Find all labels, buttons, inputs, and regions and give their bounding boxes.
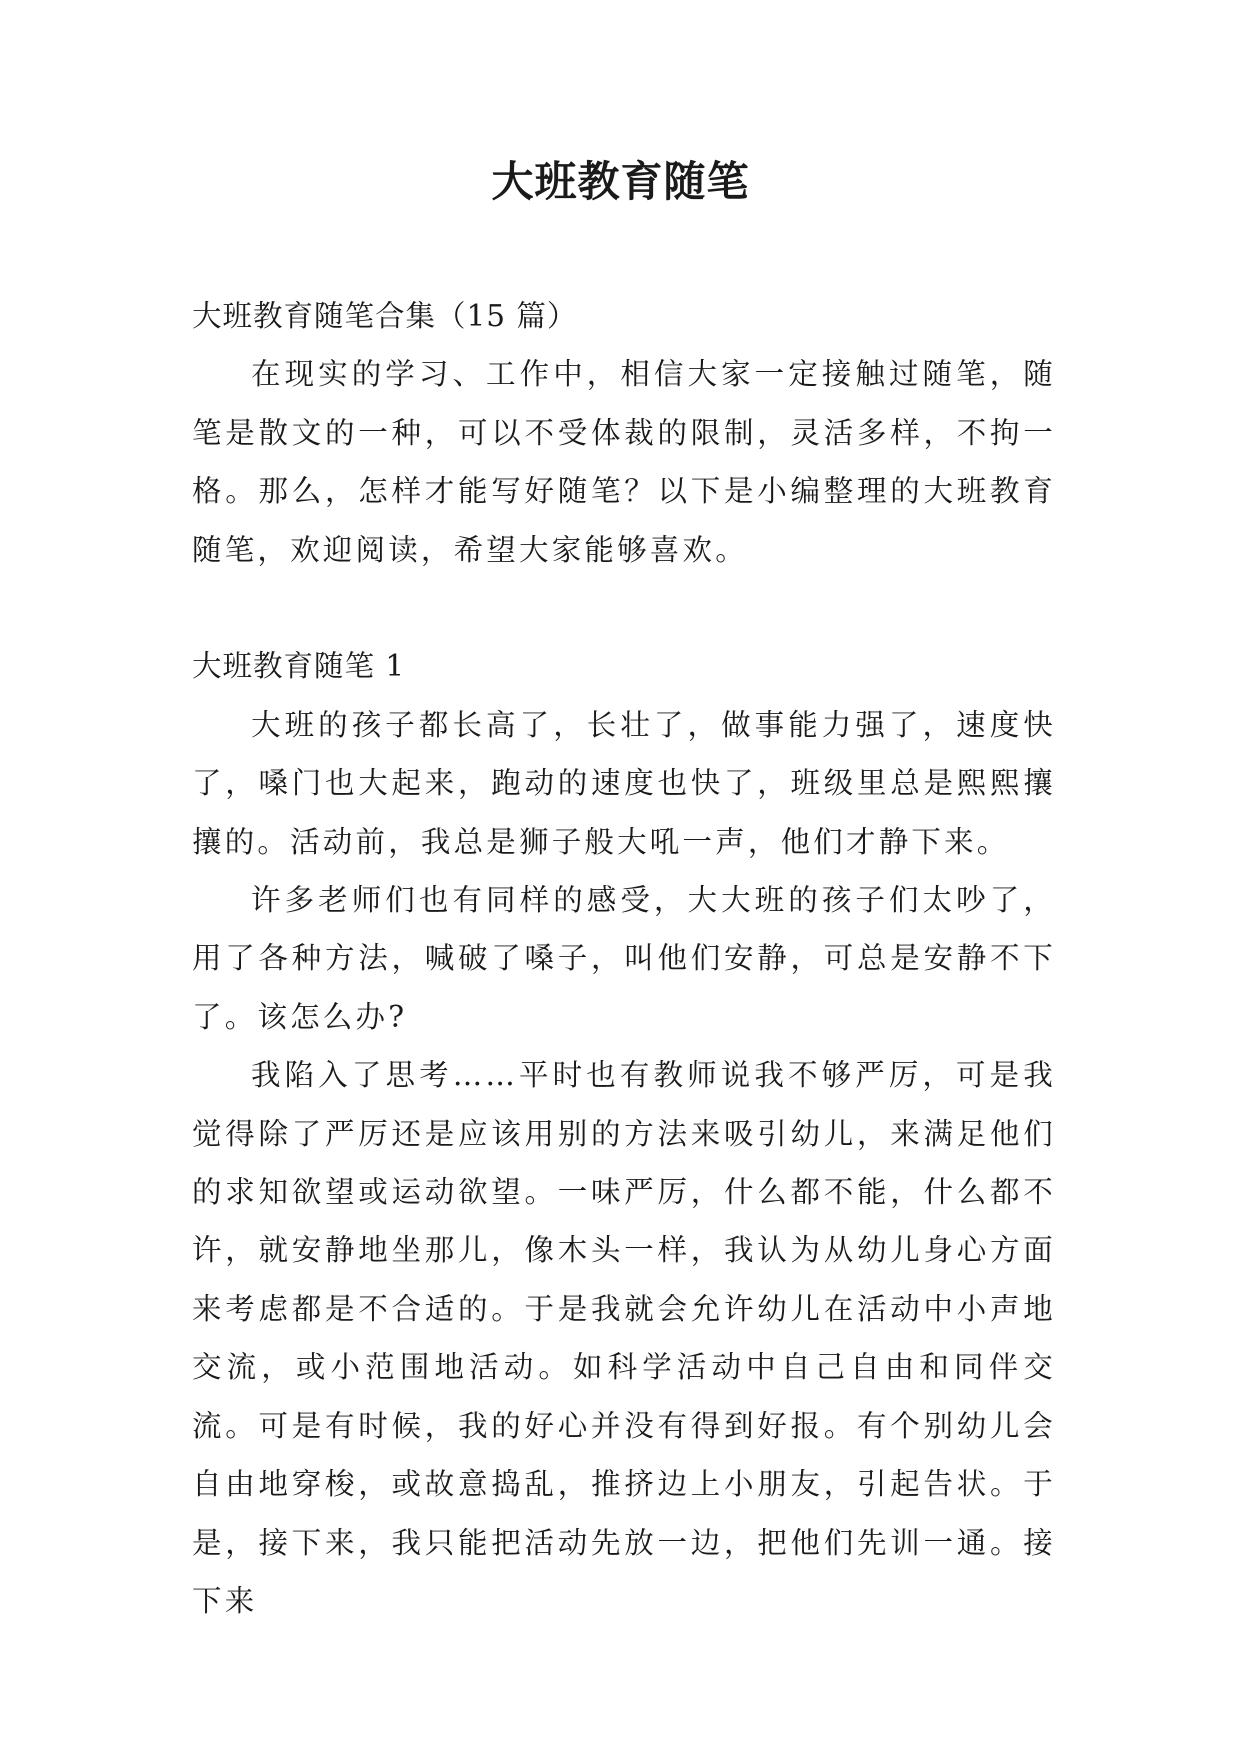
body-paragraph: 我陷入了思考……平时也有教师说我不够严厉，可是我觉得除了严厉还是应该用别的方法来吸引幼儿，来满足他们的求知欲望或运动欲望。一味严厉，什么都不能，什么都不许，就安静地坐那儿，像木头一样，我认为从幼儿身心方面来考虑都是不合适的。于是我就会允许幼儿在活动中小声地交流，或小范围地活动。如科学活动中自己自由和同伴交流。可是有时候，我的好心并没有得到好报。有个别幼儿会自由地穿梭，或故意捣乱，推挤边上小朋友，引起告状。于是，接下来，我只能把活动先放一边，把他们先训一通。接下来 [192,1058,1056,1618]
body-paragraph: 许多老师们也有同样的感受，大大班的孩子们太吵了，用了各种方法，喊破了嗓子，叫他们安静，可总是安静不下了。该怎么办? [192,883,1056,1034]
collection-heading: 大班教育随笔合集（15 篇） [192,299,578,333]
body-paragraph: 大班的孩子都长高了，长壮了，做事能力强了，速度快了，嗓门也大起来，跑动的速度也快了，班级里总是熙熙攘攘的。活动前，我总是狮子般大吼一声，他们才静下来。 [192,707,1056,859]
document-title: 大班教育随笔 [491,157,750,206]
section-spacer [192,579,1056,637]
intro-paragraph: 在现实的学习、工作中，相信大家一定接触过随笔，随笔是散文的一种，可以不受体裁的限制，灵活多样，不拘一格。那么，怎样才能写好随笔？以下是小编整理的大班教育随笔，欢迎阅读，希望大家能够喜欢。 [192,357,1056,567]
section-heading: 大班教育随笔 1 [192,649,406,684]
document-body [192,287,1056,1630]
